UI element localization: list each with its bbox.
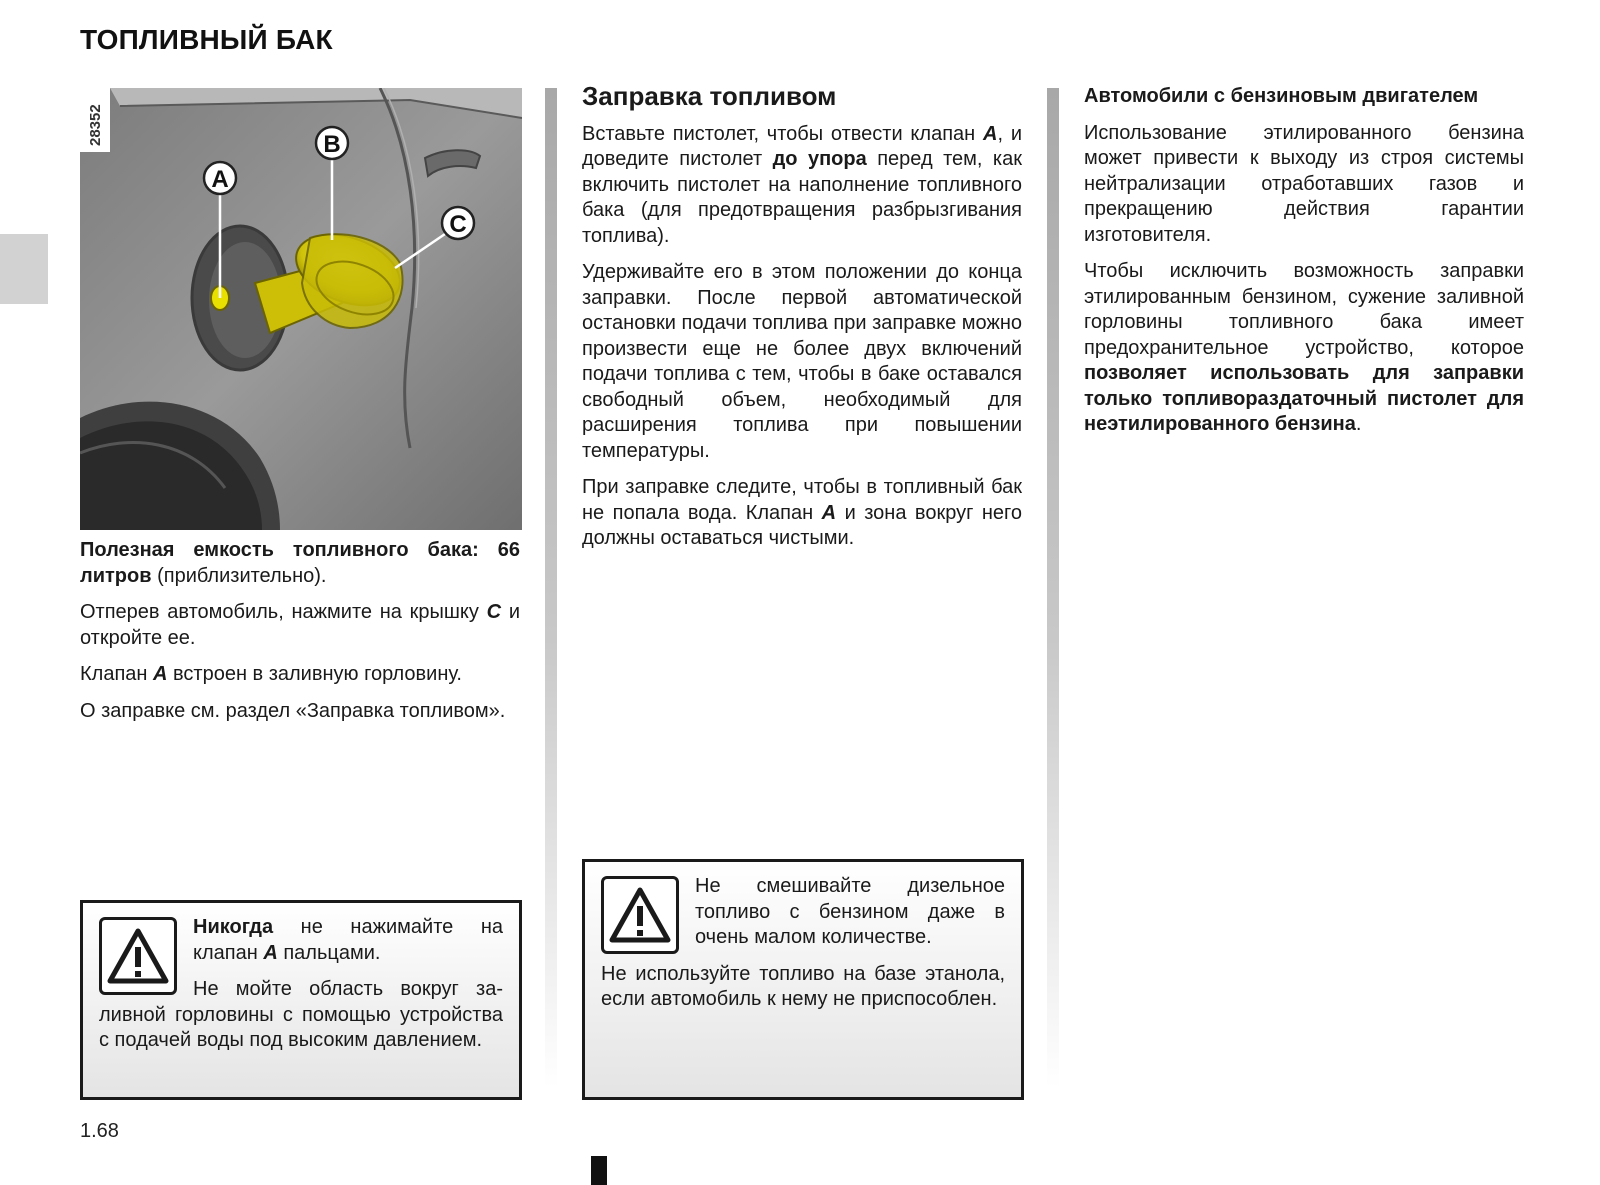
open-flap-paragraph: Отперев автомобиль, нажмите на крышку C и откройте ее. <box>80 601 520 649</box>
water-warning-paragraph: При заправке следите, чтобы в топливный бак не попала вода. Клапан A и зона вокруг него должны оставаться чистыми. <box>582 476 1023 549</box>
warning-diesel-text: Не смешивайте дизельное топливо с бензином даже в очень малом количестве. <box>695 875 1005 948</box>
middle-column <box>582 81 1023 563</box>
right-column <box>1084 84 1524 449</box>
section-heading: Заправка топливом <box>582 81 837 111</box>
svg-text:C: C <box>449 211 467 238</box>
warning-triangle-icon <box>601 876 679 954</box>
leaded-fuel-paragraph: Использование этилированного бензина может привести к выходу из строя системы нейтрализации отработавших газов и прекращению действия гарантии изготовителя. <box>1084 121 1524 246</box>
hold-position-paragraph: Удерживайте его в этом положении до конца заправки. После первой автоматической остановки подачи топлива при заправке можно произвести еще не более двух включений подачи топлива с тем, чтобы в баке оставался свободный объем, необходимый для расширения топлива при повышении температуры. <box>582 261 1022 462</box>
column-divider <box>1047 88 1059 1088</box>
page-number: 1.68 <box>80 1120 119 1142</box>
left-column <box>80 538 520 735</box>
warning-triangle-icon <box>99 917 177 995</box>
warning-finger-text: Никогда не нажимайте на клапан A пальцами. <box>193 916 503 964</box>
warning-box-fuel-mix <box>582 859 1024 1100</box>
petrol-subheading: Автомобили с бензиновым двигателем <box>1084 85 1479 107</box>
callout-a <box>204 162 236 194</box>
svg-text:A: A <box>211 166 229 193</box>
page-edge-marker <box>591 1156 607 1185</box>
refuel-reference-paragraph: О заправке см. раздел «Заправка топливом». <box>80 699 506 722</box>
svg-text:B: B <box>323 131 341 158</box>
warning-ethanol-text: Не используйте топливо на базе этанола, если автомобиль к нему не приспособлен. <box>601 962 1005 1010</box>
insert-nozzle-paragraph: Вставьте пистолет, чтобы отвести клапан A, и доведите пистолет до упора перед тем, как включить пистолет на наполнение топливного бака (для предотвращения разбрызгивания топлива). <box>582 122 1022 247</box>
column-divider <box>545 88 557 1088</box>
figure-code: 28352 <box>87 104 104 146</box>
warning-box-valve <box>80 900 522 1100</box>
fuel-flap-illustration <box>80 88 522 530</box>
valve-paragraph: Клапан A встроен в заливную горловину. <box>80 663 462 685</box>
callout-b <box>316 127 348 159</box>
safety-device-paragraph: Чтобы исключить возможность заправки этилированным бензином, сужение заливной горловины топливного бака имеет предохранительное устройство, которое позволяет использовать для заправки только топливораздаточный пистолет для неэтилированного бензина. <box>1084 260 1524 435</box>
page-title: ТОПЛИВНЫЙ БАК <box>80 24 333 55</box>
warning-washer-text: Не мойте область вокруг заливной горловины с помощью устройства с подачей воды под высоким давлением. <box>99 978 503 1051</box>
section-tab-marker <box>0 234 48 304</box>
capacity-paragraph: Полезная емкость топливного бака: 66 литров (приблизительно). <box>80 539 520 587</box>
callout-c <box>442 207 474 239</box>
